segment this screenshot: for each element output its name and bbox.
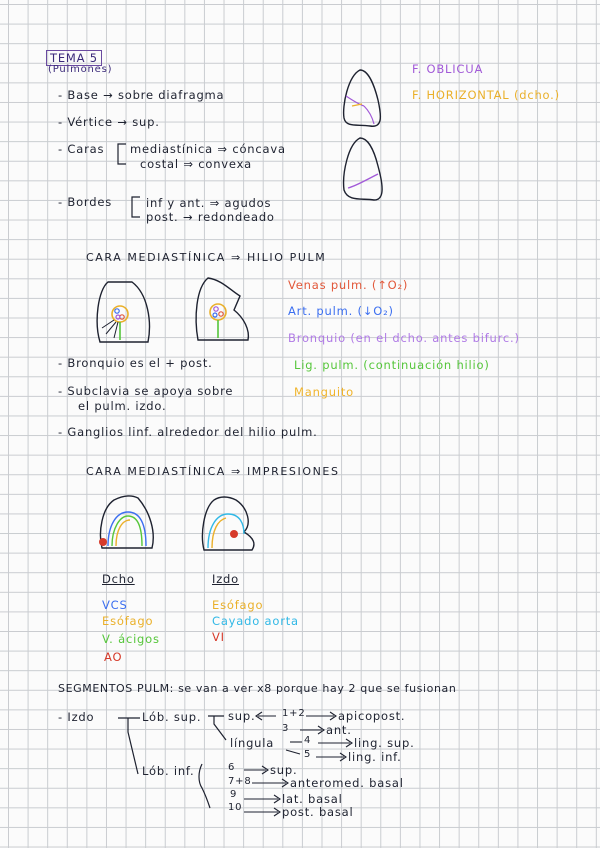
segmentos-izdo: - Izdo [58, 710, 95, 724]
impresiones-right-item-1: VCS [102, 598, 128, 612]
note-caras: - Caras [58, 142, 105, 156]
impresiones-right-item-4: AO [104, 650, 123, 664]
segment-name-2: ant. [326, 723, 352, 737]
segment-num-7: 9 [230, 789, 238, 800]
page-subtitle: (Pulmones) [48, 64, 113, 75]
note-ganglios: - Ganglios linf. alrededor del hilio pulm. [58, 425, 318, 439]
segmentos-heading: SEGMENTOS PULM: se van a ver x8 porque hay 2 que se fusionan [58, 682, 457, 695]
legend-manguito: Manguito [294, 385, 354, 399]
segment-num-1: 1+2 [282, 708, 306, 719]
impresiones-right-label: Dcho [102, 572, 135, 586]
impresiones-left-item-1: Esófago [212, 598, 264, 612]
page-title: TEMA 5 [46, 50, 102, 66]
impresiones-heading: CARA MEDIASTÍNICA ⇒ IMPRESIONES [86, 465, 340, 478]
legend-arterias: Art. pulm. (↓O₂) [288, 304, 394, 318]
segment-name-5: sup. [270, 763, 298, 777]
note-subclavia-cont: el pulm. izdo. [78, 399, 167, 413]
note-base: - Base → sobre diafragma [58, 88, 225, 102]
segment-name-7: lat. basal [282, 792, 343, 806]
note-bordes-post: post. → redondeado [146, 210, 275, 224]
segmentos-sup-label: sup. [228, 709, 256, 723]
legend-venas: Venas pulm. (↑O₂) [288, 278, 409, 292]
segment-num-5: 6 [228, 762, 236, 773]
segmentos-lob-sup: Lób. sup. [142, 710, 202, 724]
note-vertice: - Vértice → sup. [58, 115, 160, 129]
segment-name-3: ling. sup. [354, 736, 415, 750]
impresiones-left-item-3: VI [212, 630, 225, 644]
segment-name-8: post. basal [282, 805, 354, 819]
note-bronquio: - Bronquio es el + post. [58, 356, 213, 370]
segment-name-6: anteromed. basal [290, 776, 404, 790]
segmentos-lingula-label: língula [230, 736, 275, 750]
legend-bronquio: Bronquio (en el dcho. antes bifurc.) [288, 331, 520, 345]
segment-num-2: 3 [282, 723, 290, 734]
impresiones-right-item-2: Esófago [102, 614, 154, 628]
segment-num-6: 7+8 [228, 776, 252, 787]
note-bordes-inf: inf y ant. ⇒ agudos [146, 196, 272, 210]
impresiones-left-label: Izdo [212, 572, 239, 586]
segment-num-3: 4 [304, 735, 312, 746]
impresiones-left-item-2: Cayado aorta [212, 614, 299, 628]
impresiones-right-item-3: V. ácigos [102, 632, 160, 646]
note-caras-costal: costal ⇒ convexa [140, 157, 253, 171]
note-subclavia: - Subclavia se apoya sobre [58, 384, 234, 398]
note-caras-mediastinica: mediastínica ⇒ cóncava [130, 142, 286, 156]
segment-name-1: apicopost. [338, 709, 406, 723]
legend-ligamento: Lig. pulm. (continuación hilio) [294, 358, 490, 372]
segment-name-4: ling. inf. [348, 750, 402, 764]
segmentos-lob-inf: Lób. inf. [142, 764, 195, 778]
label-fissure-horizontal: F. HORIZONTAL (dcho.) [412, 88, 560, 102]
hilio-heading: CARA MEDIASTÍNICA ⇒ HILIO PULM [86, 251, 327, 264]
segment-num-4: 5 [304, 749, 312, 760]
label-fissure-oblique: F. OBLICUA [412, 62, 484, 76]
segment-num-8: 10 [228, 802, 243, 813]
note-bordes: - Bordes [58, 195, 113, 209]
